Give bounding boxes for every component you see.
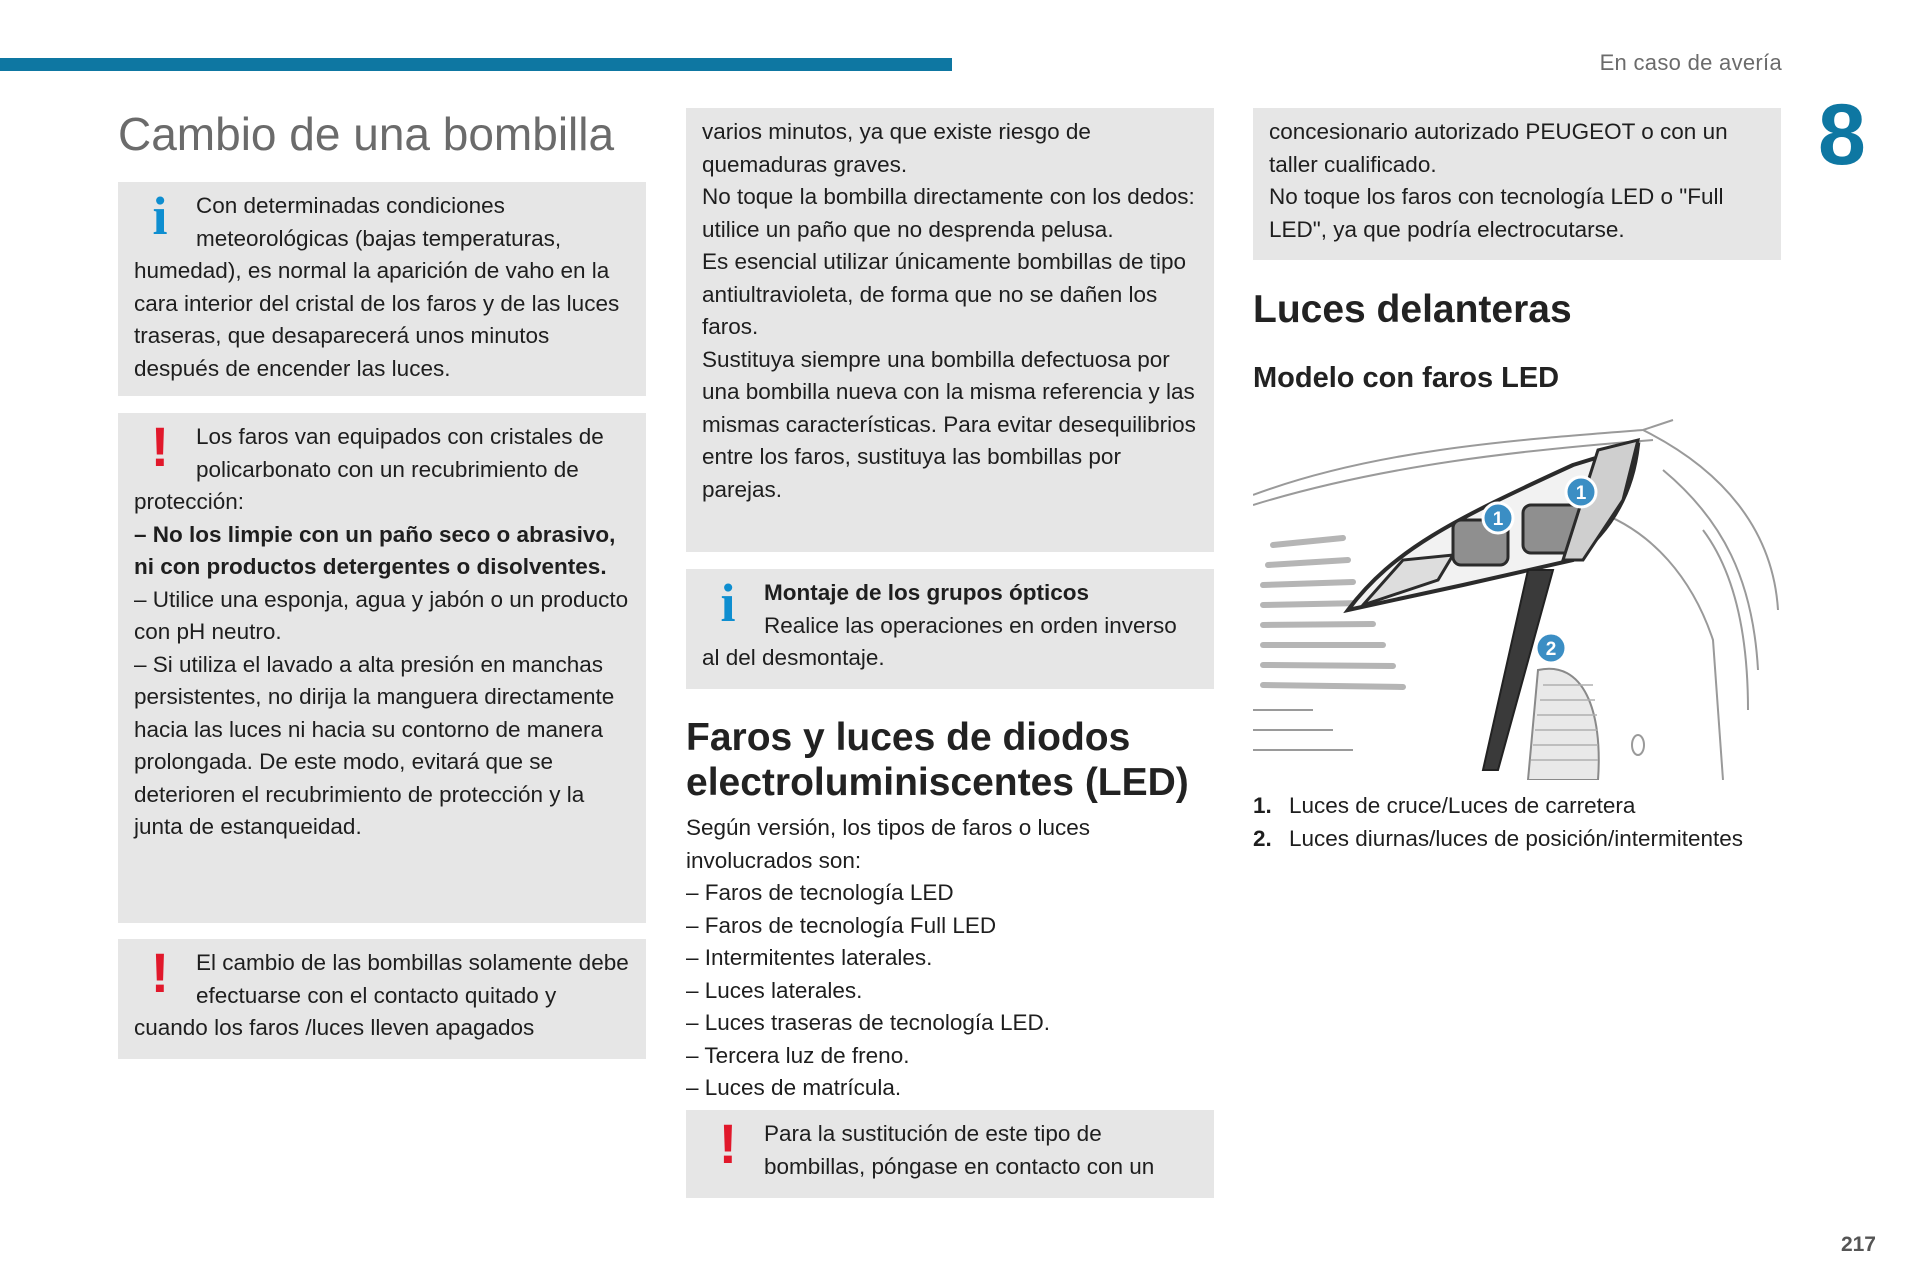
info-icon: i [720,573,736,633]
info-title: Montaje de los grupos ópticos [764,580,1090,605]
list-item: – Faros de tecnología LED [686,880,954,905]
page-number: 217 [1840,1233,1876,1256]
list-item: – Luces de matrícula. [686,1075,902,1100]
list-item: – Luces traseras de tecnología LED. [686,1010,1050,1035]
top-accent-bar [0,58,952,71]
callout-1-label: 1 [1575,483,1587,504]
warning-item: – Si utiliza el lavado a alta presión en manchas persistentes, no dirija la manguera directamente hacia las luces ni hacia su contorno de manera prolongada. De este modo, evitará que se deterioren el recubrimiento de protección y la junta de estanqueidad. [134,651,615,839]
page-title: Cambio de una bombilla [118,108,615,160]
warning-box-continued [686,108,1214,552]
info-text: Realice las operaciones en orden inverso al del desmontaje. [702,612,1177,670]
list-item: – Tercera luz de freno. [686,1042,910,1068]
warning-continued-text: concesionario autorizado PEUGEOT o con un taller cualificado. [1269,119,1728,177]
warning-continued-text: No toque la bombilla directamente con los dedos: utilice un paño que no desprenda pelusa. [702,184,1195,242]
warning-box-ignition [118,939,646,1059]
warning-bold-item: – No los limpie con un paño seco o abrasivo, ni con productos detergentes o disolventes. [134,521,616,579]
figure-legend [1253,790,1793,855]
section-heading-led: Faros y luces de diodos electroluminiscentes (LED) [686,716,1189,804]
legend-item [1253,823,1793,856]
info-text: Con determinadas condiciones meteorológicas (bajas temperaturas, humedad), es normal la aparición de vaho en la cara interior del cristal de los faros y de las luces traseras, que desaparecerá unos minutos después de encender las luces. [134,193,620,381]
warning-icon: ! [150,941,170,1004]
info-icon: i [152,186,168,246]
warning-box-polycarbonate [118,413,646,923]
legend-text: Luces de cruce/Luces de carretera [1289,793,1636,818]
warning-item: – Utilice una esponja, agua y jabón o un producto con pH neutro. [134,586,629,644]
warning-icon: ! [718,1112,738,1175]
headlight-illustration [1253,410,1783,780]
headlight-figure [1253,410,1783,780]
warning-icon: ! [150,415,170,478]
warning-continued-text: Sustituya siempre una bombilla defectuosa por una bombilla nueva con la misma referencia y las mismas características. Para evitar desequilibrios entre los faros, sustituya las bombillas por parejas. [702,346,1196,502]
warning-continued-text: varios minutos, ya que existe riesgo de quemaduras graves. [702,119,1091,177]
legend-text: Luces diurnas/luces de posición/intermitentes [1289,825,1743,851]
callout-1-icon [1483,503,1513,533]
legend-item [1253,790,1793,823]
warning-text: Para la sustitución de este tipo de bombillas, póngase en contacto con un [764,1121,1155,1179]
list-item: – Faros de tecnología Full LED [686,912,997,938]
warning-continued-text: Es esencial utilizar únicamente bombillas de tipo antiultravioleta, de forma que no se dañen los faros. [702,249,1187,339]
list-item: – Luces laterales. [686,977,863,1003]
callout-2-label: 2 [1545,639,1557,660]
callout-1-label: 1 [1492,509,1504,530]
info-box-assembly [686,569,1214,689]
warning-continued-text: No toque los faros con tecnología LED o "Full LED", ya que podría electrocutarse. [1269,184,1724,242]
callout-2-icon [1536,633,1566,663]
section-header: En caso de avería [1599,50,1782,75]
legend-number: 1. [1253,793,1272,818]
led-list [686,812,1214,1105]
led-intro: Según versión, los tipos de faros o luces involucrados son: [686,815,1090,873]
legend-number: 2. [1253,825,1272,851]
warning-text: El cambio de las bombillas solamente debe efectuarse con el contacto quitado y cuando los faros /luces lleven apagados [134,950,629,1040]
warning-intro: Los faros van equipados con cristales de policarbonato con un recubrimiento de protección: [134,424,604,514]
chapter-number: 8 [1818,87,1866,183]
callout-1-icon [1566,477,1596,507]
warning-box-continued [1253,108,1781,260]
list-item: – Intermitentes laterales. [686,945,933,970]
section-heading-front-lights: Luces delanteras [1253,288,1572,331]
info-box-condensation [118,182,646,396]
warning-box-led [686,1110,1214,1198]
subheading-led-model: Modelo con faros LED [1253,362,1560,394]
